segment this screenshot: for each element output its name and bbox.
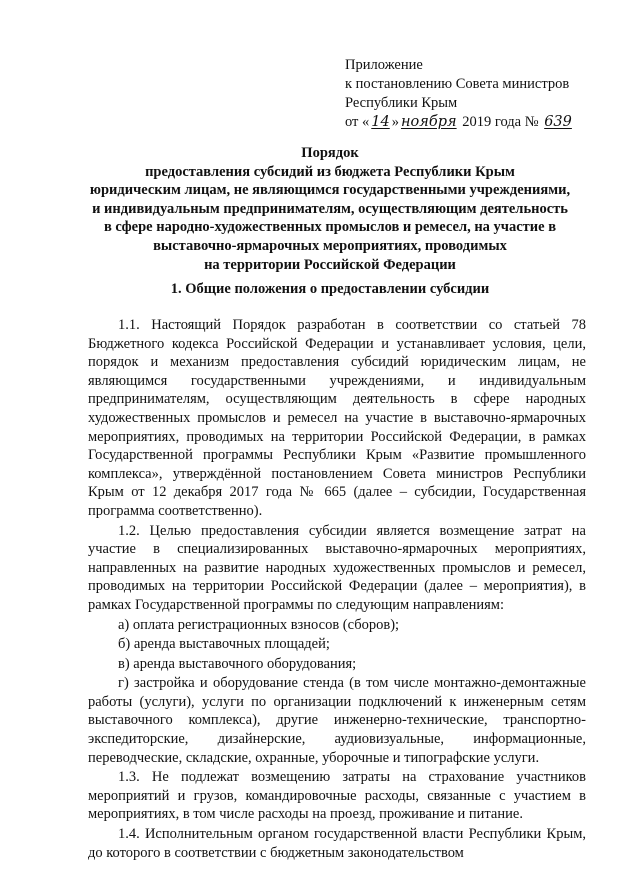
appendix-label: Приложение	[345, 57, 423, 73]
handwritten-month: ноября	[400, 114, 457, 130]
handwritten-day: 14	[371, 114, 390, 130]
title-line: на территории Российской Федерации	[204, 256, 456, 273]
date-mid: »	[391, 114, 399, 130]
list-item-g: г) застройка и оборудование стенда (в том числе монтажно-демонтажные работы (услуги), услуги по организации подключений к инженерным сетям выставочного комплекса), другие инженерно-технические, транспортно-экспедиторские, дизайнерские, аудиовизуальные, информационные, переводческие, складские, охранные, уборочные и типографские услуги.	[88, 675, 586, 766]
paragraph-1-4: 1.4. Исполнительным органом государственной власти Республики Крым, до которого в соответствии с бюджетным законодательством	[88, 826, 586, 861]
appendix-header	[345, 56, 574, 132]
section-heading: 1. Общие положения о предоставлении субсидии	[170, 281, 490, 297]
title-line: и индивидуальным предпринимателям, осуществляющим деятельность	[92, 200, 568, 217]
paragraph-1-3: 1.3. Не подлежат возмещению затраты на страхование участников мероприятий и грузов, командировочные расходы, связанные с участием в мероприятиях, в том числе расходы на проезд, проживание и питание.	[88, 769, 586, 823]
title-line: в сфере народно-художественных промыслов и ремесел, на участие в	[103, 219, 557, 236]
appendix-resolution: к постановлению Совета министров	[345, 76, 570, 92]
title-line: предоставления субсидий из бюджета Республики Крым	[145, 163, 515, 180]
handwritten-number: 639	[544, 114, 572, 130]
title-line: выставочно-ярмарочных мероприятиях, проводимых	[153, 237, 507, 254]
body-text	[88, 316, 586, 862]
document-title	[70, 144, 590, 274]
appendix-republic: Республики Крым	[345, 95, 458, 111]
date-year: 2019 года №	[462, 114, 539, 130]
paragraph-1-2: 1.2. Целью предоставления субсидии является возмещение затрат на участие в специализированных выставочно-ярмарочных мероприятиях, направленных на развитие народных художественных промыслов и ремесел, проводимых на территории Российской Федерации (далее – мероприятия), в рамках Государственной программы по следующим направлениям:	[88, 522, 586, 613]
date-prefix: от «	[345, 114, 370, 130]
list-item-v: в) аренда выставочного оборудования;	[118, 655, 357, 672]
list-item-b: б) аренда выставочных площадей;	[118, 636, 330, 653]
appendix-date-line	[345, 113, 574, 132]
list-item-a: а) оплата регистрационных взносов (сборов);	[118, 616, 400, 633]
title-word: Порядок	[301, 145, 359, 161]
title-line: юридическим лицам, не являющимся государственными учреждениями,	[89, 182, 571, 199]
paragraph-1-1: 1.1. Настоящий Порядок разработан в соответствии со статьей 78 Бюджетного кодекса Российской Федерации и устанавливает условия, цели, порядок и механизм предоставления субсидий юридическим лицам, не являющимся государственными учреждениями, и индивидуальным предпринимателям, осуществляющим деятельность в сфере народных художественных промыслов и ремесел на участие в выставочно-ярмарочных мероприятиях, проводимых на территории Российской Федерации, в рамках Государственной программы Республики Крым «Развитие промышленного комплекса», утверждённой постановлением Совета министров Республики Крым от 12 декабря 2017 года № 665 (далее – субсидии, Государственная программа соответственно).	[88, 317, 586, 519]
